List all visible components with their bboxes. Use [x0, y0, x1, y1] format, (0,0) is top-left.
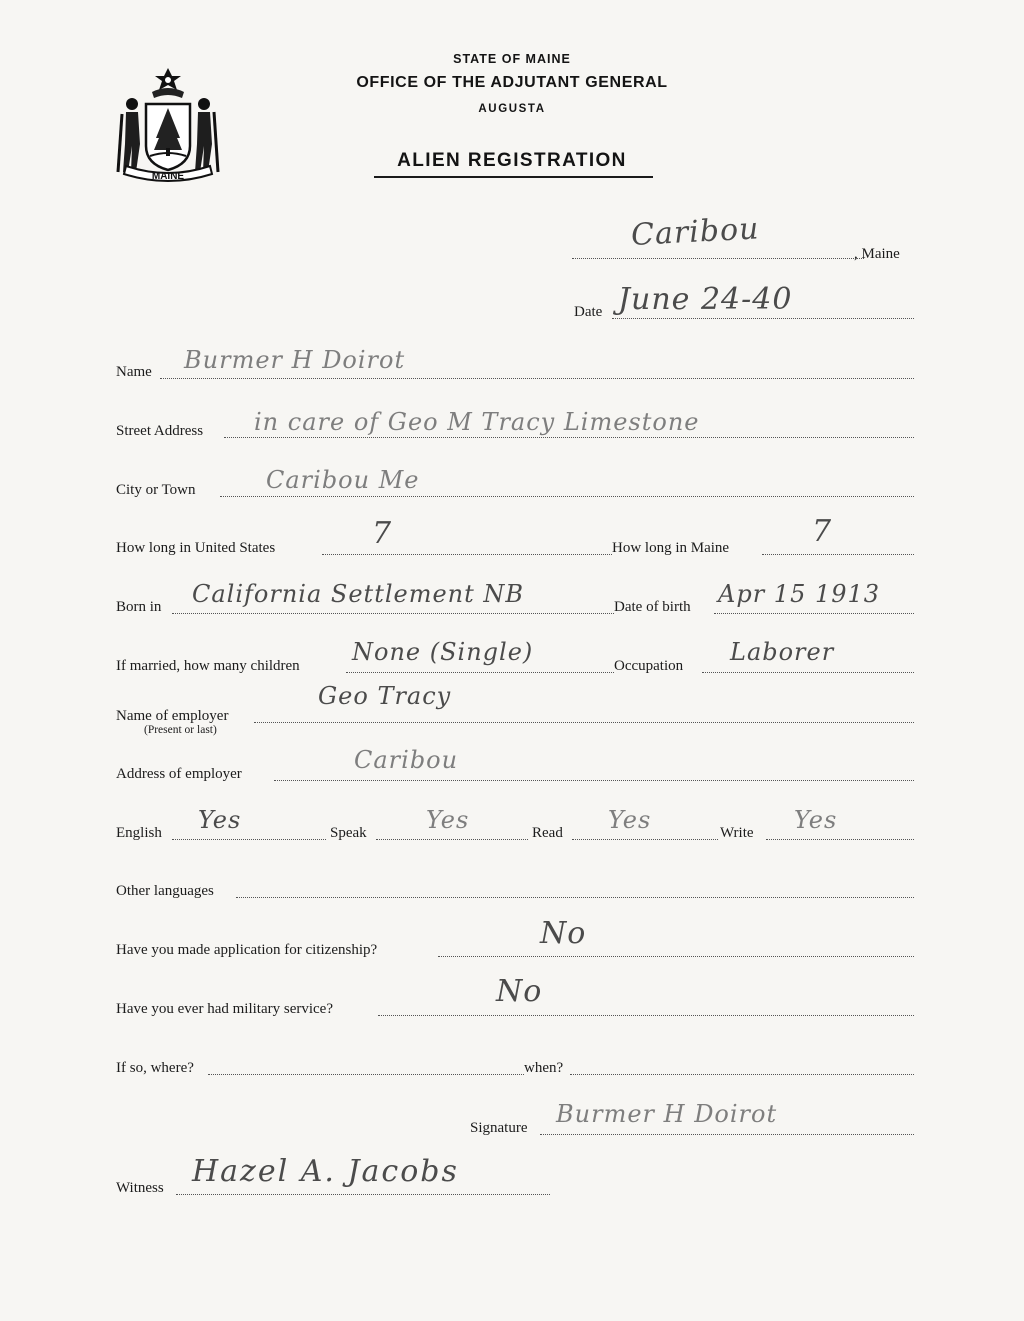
header-office: OFFICE OF THE ADJUTANT GENERAL — [356, 74, 668, 91]
citizenship-line — [438, 956, 914, 957]
city-label: City or Town — [116, 482, 196, 498]
military-entry: No — [496, 974, 543, 1009]
city-line — [220, 496, 914, 497]
citizenship-label: Have you made application for citizenship? — [116, 942, 378, 958]
employer-line — [254, 722, 914, 723]
speak-line — [376, 839, 528, 840]
english-label: English — [116, 825, 162, 841]
dob-line — [714, 613, 914, 614]
born-line — [172, 613, 614, 614]
date-entry: June 24-40 — [618, 282, 793, 317]
date-line — [612, 318, 914, 319]
town-suffix-label: , Maine — [854, 246, 900, 262]
street-label: Street Address — [116, 423, 204, 439]
header-state: STATE OF MAINE — [453, 52, 571, 66]
english-line — [172, 839, 326, 840]
other-languages-label: Other languages — [116, 883, 214, 899]
read-line — [572, 839, 718, 840]
name-entry: Burmer H Doirot — [184, 346, 406, 374]
how-long-maine-label: How long in Maine — [612, 540, 730, 556]
children-line — [346, 672, 614, 673]
town-entry: Caribou — [630, 211, 761, 253]
dob-entry: Apr 15 1913 — [718, 580, 881, 608]
born-entry: California Settlement NB — [192, 580, 525, 608]
born-label: Born in — [116, 599, 162, 615]
years-maine-entry: 7 — [812, 514, 833, 549]
other-languages-line — [236, 897, 914, 898]
town-line — [572, 258, 864, 259]
if-so-where-label: If so, where? — [116, 1060, 194, 1076]
seal-text: MAINE — [151, 171, 185, 182]
when-label: when? — [524, 1060, 564, 1076]
how-long-us-label: How long in United States — [116, 540, 276, 556]
years-us-entry: 7 — [372, 516, 393, 551]
occupation-line — [702, 672, 914, 673]
signature-label: Signature — [470, 1120, 528, 1136]
employer-address-entry: Caribou — [354, 746, 459, 774]
street-entry: in care of Geo M Tracy Limestone — [254, 408, 700, 436]
english-entry: Yes — [198, 806, 242, 834]
witness-line — [176, 1194, 550, 1195]
employer-address-label: Address of employer — [116, 766, 242, 782]
employer-sub-label: (Present or last) — [144, 724, 217, 736]
speak-entry: Yes — [426, 806, 470, 834]
header-city: AUGUSTA — [478, 103, 546, 115]
name-label: Name — [116, 364, 152, 380]
read-entry: Yes — [608, 806, 652, 834]
title-underline — [374, 176, 653, 178]
form-title: ALIEN REGISTRATION — [397, 150, 627, 171]
citizenship-entry: No — [540, 916, 587, 951]
children-entry: None (Single) — [352, 638, 534, 666]
speak-label: Speak — [330, 825, 367, 841]
how-long-us-line — [322, 554, 612, 555]
signature-line — [540, 1134, 914, 1135]
where-line — [208, 1074, 524, 1075]
signature-entry: Burmer H Doirot — [556, 1100, 778, 1128]
when-line — [570, 1074, 914, 1075]
write-label: Write — [720, 825, 754, 841]
witness-entry: Hazel A. Jacobs — [192, 1154, 459, 1189]
read-label: Read — [532, 825, 563, 841]
dob-label: Date of birth — [614, 599, 691, 615]
city-entry: Caribou Me — [266, 466, 420, 494]
street-line — [224, 437, 914, 438]
employer-label: Name of employer — [116, 708, 229, 724]
employer-entry: Geo Tracy — [318, 682, 452, 710]
write-entry: Yes — [794, 806, 838, 834]
how-long-maine-line — [762, 554, 914, 555]
employer-address-line — [274, 780, 914, 781]
witness-label: Witness — [116, 1180, 164, 1196]
occupation-label: Occupation — [614, 658, 684, 674]
date-label: Date — [574, 304, 603, 320]
military-label: Have you ever had military service? — [116, 1001, 333, 1017]
military-line — [378, 1015, 914, 1016]
children-label: If married, how many children — [116, 658, 300, 674]
write-line — [766, 839, 914, 840]
occupation-entry: Laborer — [730, 638, 835, 666]
name-line — [160, 378, 914, 379]
